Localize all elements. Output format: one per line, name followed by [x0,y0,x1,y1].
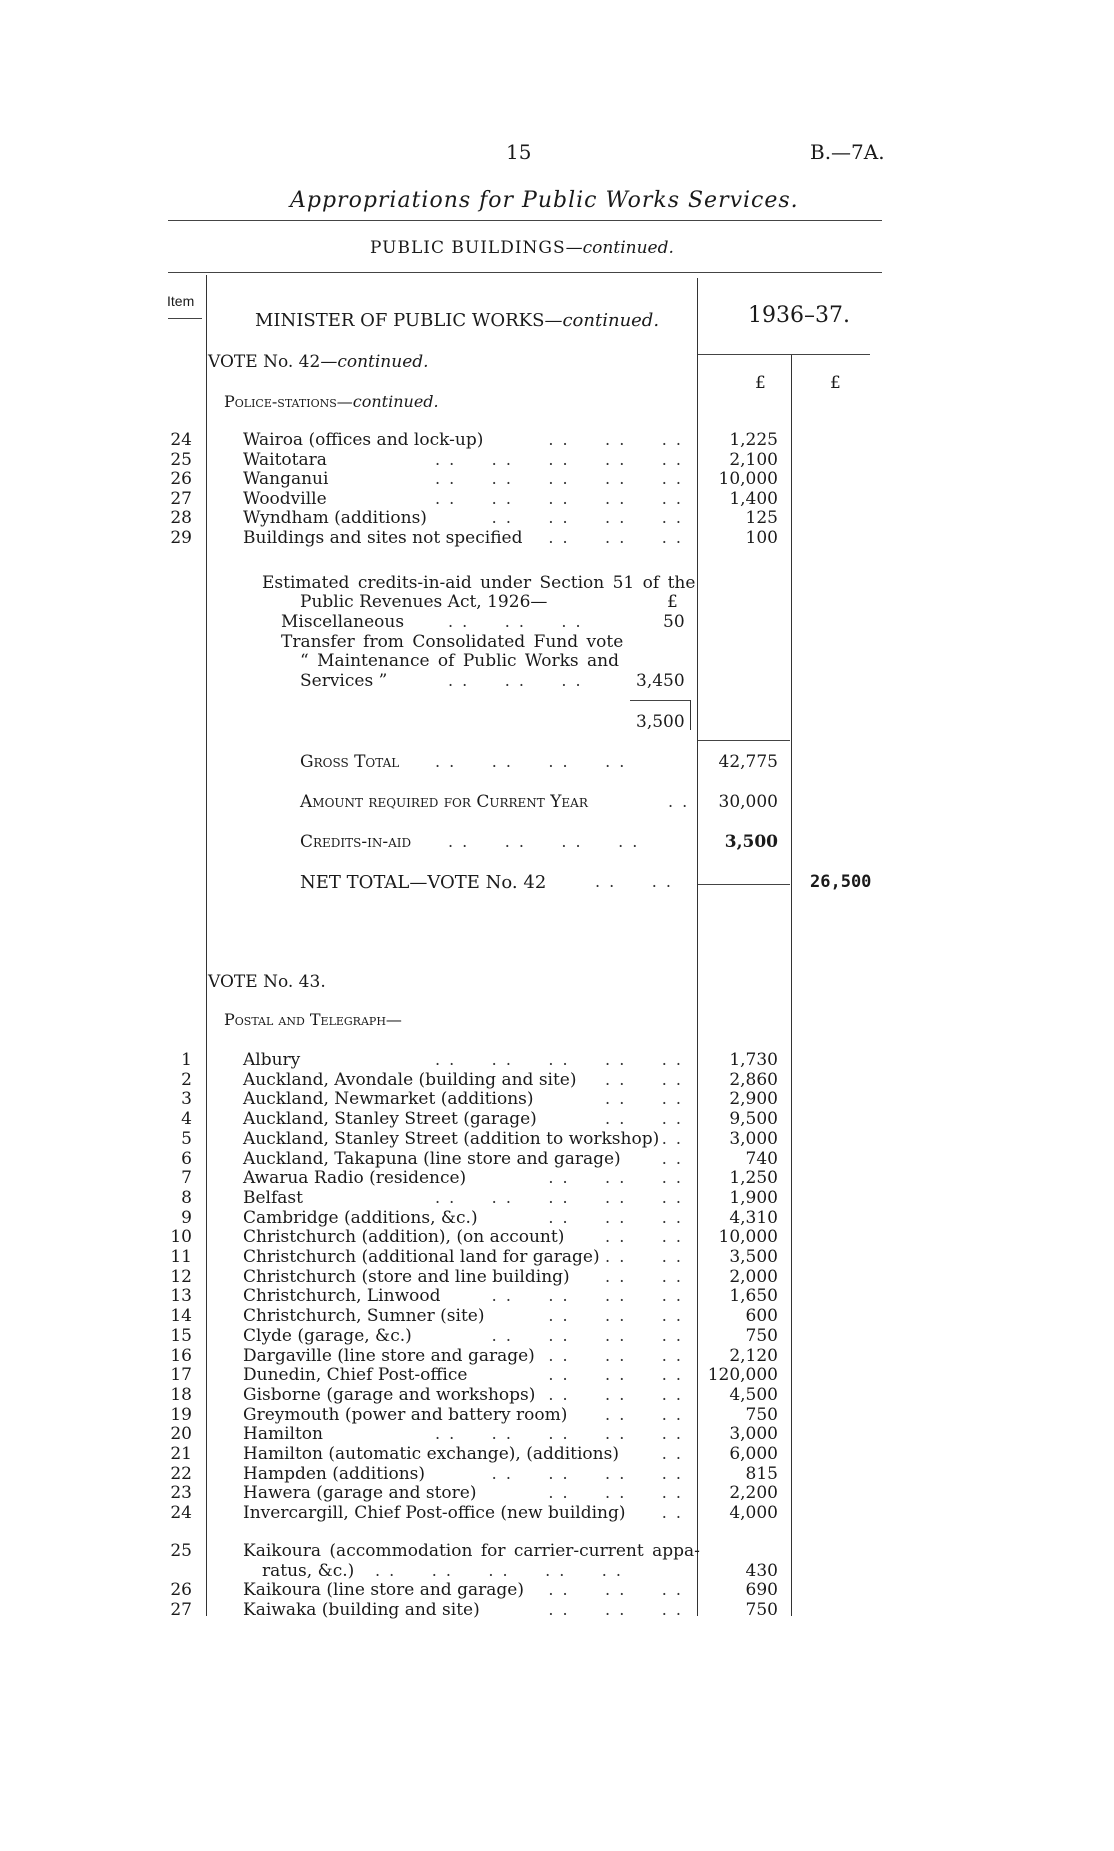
item-amount: 10,000 [718,469,778,490]
item-description: Christchurch (addition), (on account) [243,1227,565,1248]
item-number: 4 [181,1109,192,1130]
item-leader-dots: . . . . [605,1266,683,1286]
item-number: 29 [170,528,192,548]
item-number: 16 [170,1345,192,1366]
transfer-leader-dots: . . . . . . [448,671,583,690]
credits-subtotal: 3,500 [636,712,685,732]
item-amount: 750 [745,1404,778,1425]
page-number: 15 [506,140,532,164]
item-leader-dots: . . . . . . . . [491,508,683,528]
item-description: Wairoa (offices and lock-up) [243,430,484,450]
item-amount: 1,900 [729,1187,778,1208]
credits-right-divider [690,700,691,730]
net-total-amount: 26,500 [810,872,872,892]
table-top-rule [168,272,882,273]
item-number: 2 [181,1069,192,1090]
item-leader-dots: . . . . [605,1247,683,1266]
police-stations-continued: —continued. [336,392,439,411]
item-amount: 9,500 [729,1109,778,1130]
item-leader-dots: . . . . . . . . [491,1463,683,1483]
item-number: 8 [181,1187,192,1208]
item-amount: 3,000 [729,1128,778,1149]
transfer-line-2: “ Maintenance of Public Works and [300,651,620,671]
item-number: 12 [170,1266,192,1287]
item-amount: 3,500 [729,1247,778,1267]
item-leader-dots: . . . . . . [548,1384,683,1404]
item-description: Wyndham (additions) [243,508,427,529]
fiscal-year-heading: 1936–37. [748,303,850,328]
miscellaneous-leader-dots: . . . . . . [448,612,583,631]
item-description: Wanganui [243,469,329,490]
vote-43-heading: VOTE No. 43. [208,972,326,992]
gross-total-leader-dots: . . . . . . . . [435,752,627,771]
pound-sign-column-1: £ [755,373,766,393]
item-leader-dots: . . . . . . [548,1168,683,1188]
item-description: Hamilton [243,1424,323,1445]
item-number: 3 [181,1089,192,1110]
credits-subtotal-rule [630,700,690,701]
item-number: 5 [181,1128,192,1149]
item-amount: 2,860 [729,1069,778,1090]
title-rule [168,220,882,221]
item-amount: 750 [745,1599,778,1620]
item-leader-dots: . . . . . . . . . . [434,449,683,469]
item-amount: 690 [745,1580,778,1600]
minister-continued: —continued. [544,310,660,331]
item-leader-dots: . . . . [605,1089,683,1109]
credits-in-aid-amount: 3,500 [724,832,778,852]
transfer-line-3: Services ” [300,671,388,691]
item-description: Auckland, Stanley Street (garage) [243,1109,537,1130]
net-total-rule [698,884,790,885]
item-number: 26 [170,1580,192,1600]
item-leader-dots: . . . . . . [548,1599,683,1619]
item-description: Greymouth (power and battery room) [243,1404,568,1425]
item-amount: 6,000 [729,1444,778,1464]
item-number: 9 [181,1207,192,1228]
item-description: Kaiwaka (building and site) [243,1599,480,1620]
item-amount: 2,120 [729,1345,778,1366]
item-description: Christchurch (additional land for garage) [243,1247,600,1267]
item-amount: 120,000 [707,1365,778,1386]
item-leader-dots: . . . . . . . . . . [434,1187,683,1207]
pound-sign-column-2: £ [830,373,841,393]
item-amount: 3,000 [729,1424,778,1445]
item-description: Auckland, Newmarket (additions) [243,1089,534,1110]
item-description: Kaikoura (line store and garage) [243,1580,524,1600]
subtitle-continued: —continued. [565,238,674,258]
page-title: Appropriations for Public Works Services. [290,188,799,213]
item-amount: 740 [745,1148,778,1169]
item-amount: 815 [745,1463,778,1484]
police-stations-label: Police-stations [224,392,337,411]
item-description: Gisborne (garage and workshops) [243,1384,536,1405]
item-number: 27 [170,1599,192,1620]
item-description-continued: ratus, &c.) [262,1561,355,1581]
item-number: 1 [181,1050,192,1070]
section-subtitle [370,238,674,258]
item-number: 20 [170,1424,192,1445]
item-amount: 2,000 [729,1266,778,1287]
item-number: 21 [170,1444,192,1464]
police-stations-heading [224,392,439,411]
item-description: Cambridge (additions, &c.) [243,1207,478,1228]
net-total-leader-dots: . . . . [595,872,673,891]
item-number: 7 [181,1168,192,1189]
item-amount: 10,000 [718,1227,778,1248]
item-leader-dots: . . . . . . [548,1580,683,1599]
minister-label: MINISTER OF PUBLIC WORKS [255,310,545,331]
item-description: Auckland, Avondale (building and site) [243,1069,577,1090]
item-leader-dots: . . . . . . . . . . [434,469,683,489]
item-leader-dots: . . . . . . [548,1345,683,1365]
net-total-label: NET TOTAL—VOTE No. 42 [300,872,547,893]
item-leader-dots: . . . . . . [548,430,683,449]
item-leader-dots: . . . . [605,1227,683,1247]
vote-42-heading [208,352,429,372]
item-column-label: Item [167,293,195,309]
item-number: 25 [170,1541,192,1561]
amount-required-amount: 30,000 [718,792,778,812]
item-leader-dots: . . . . . . [548,1365,683,1385]
document-reference: B.—7A. [810,140,885,164]
transfer-line-1: Transfer from Consolidated Fund vote [281,632,624,652]
item-number: 23 [170,1483,192,1504]
credits-in-aid-label: Credits-in-aid [300,832,412,852]
subtitle-main: PUBLIC BUILDINGS [370,238,566,258]
item-leader-dots: . . . . . . [548,1306,683,1326]
item-number: 25 [170,449,192,470]
item-description: Buildings and sites not specified [243,528,523,548]
item-leader-dots: . . . . . . . . [491,1286,683,1306]
item-number: 13 [170,1286,192,1307]
item-leader-dots: . . [661,1128,683,1148]
year-header-rule [698,354,870,355]
credits-estimate-line-2: Public Revenues Act, 1926— [300,592,548,612]
item-amount: 2,200 [729,1483,778,1504]
transfer-amount: 3,450 [636,671,685,691]
item-description: Waitotara [243,449,327,470]
item-amount: 600 [745,1306,778,1327]
credits-in-aid-leader-dots: . . . . . . . . [448,832,640,851]
item-amount: 430 [745,1561,778,1581]
gross-total-label: Gross Total [300,752,400,772]
item-leader-dots: . . . . . . . . . . [375,1561,624,1580]
item-number: 24 [170,430,192,450]
item-amount: 4,310 [729,1207,778,1228]
item-number: 27 [170,488,192,509]
item-leader-dots: . . . . . . [548,1207,683,1227]
item-leader-dots: . . . . . . [548,528,683,547]
item-amount: 125 [745,508,778,529]
item-description: Christchurch, Sumner (site) [243,1306,485,1327]
item-leader-dots: . . [661,1444,683,1463]
item-amount: 1,250 [729,1168,778,1189]
item-amount: 1,225 [729,430,778,450]
item-description: Christchurch, Linwood [243,1286,441,1307]
item-description: Auckland, Takapuna (line store and garage) [243,1148,621,1169]
item-leader-dots: . . [661,1148,683,1168]
item-description: Kaikoura (accommodation for carrier-current appa- [243,1541,700,1561]
item-description: Auckland, Stanley Street (addition to workshop) [243,1128,660,1149]
item-label-rule [168,318,202,319]
item-leader-dots: . . [661,1503,683,1523]
item-number: 24 [170,1503,192,1524]
amount-required-label: Amount required for Current Year [300,792,588,812]
item-number: 10 [170,1227,192,1248]
item-number: 6 [181,1148,192,1169]
item-description: Albury [243,1050,301,1070]
gross-total-amount: 42,775 [718,752,778,772]
item-amount: 1,650 [729,1286,778,1307]
postal-telegraph-heading: Postal and Telegraph— [224,1010,402,1029]
item-leader-dots: . . . . . . . . . . [434,1424,683,1444]
minister-heading [255,310,659,331]
vote-42-continued: —continued. [320,352,429,372]
miscellaneous-amount: 50 [663,612,685,632]
item-description: Clyde (garage, &c.) [243,1325,412,1346]
item-amount: 1,400 [729,488,778,509]
item-number: 17 [170,1365,192,1386]
item-number: 14 [170,1306,192,1327]
item-description: Dunedin, Chief Post-office [243,1365,468,1386]
item-number: 19 [170,1404,192,1425]
item-amount: 100 [745,528,778,548]
item-number: 15 [170,1325,192,1346]
item-description: Hamilton (automatic exchange), (additions) [243,1444,619,1464]
item-description: Hampden (additions) [243,1463,426,1484]
item-amount: 4,000 [729,1503,778,1524]
item-leader-dots: . . . . [605,1069,683,1089]
item-amount: 750 [745,1325,778,1346]
miscellaneous-label: Miscellaneous [281,612,405,632]
item-leader-dots: . . . . [605,1404,683,1424]
item-number: 18 [170,1384,192,1405]
amount-column-right-divider [791,355,792,1616]
vote-42-label: VOTE No. 42 [208,352,321,372]
item-description: Belfast [243,1187,303,1208]
item-number: 28 [170,508,192,529]
item-description: Hawera (garage and store) [243,1483,477,1504]
item-amount: 4,500 [729,1384,778,1405]
credits-pound-sign: £ [667,592,678,612]
item-column-divider [206,275,207,1616]
item-amount: 1,730 [729,1050,778,1070]
item-description: Christchurch (store and line building) [243,1266,570,1287]
item-description: Dargaville (line store and garage) [243,1345,535,1366]
item-amount: 2,100 [729,449,778,470]
item-description: Invercargill, Chief Post-office (new building) [243,1503,626,1524]
item-description: Awarua Radio (residence) [243,1168,467,1189]
item-leader-dots: . . . . . . [548,1483,683,1503]
item-description: Woodville [243,488,327,509]
item-number: 11 [170,1247,192,1267]
item-leader-dots: . . . . . . . . . . [434,488,683,508]
item-leader-dots: . . . . [605,1109,683,1129]
item-number: 26 [170,469,192,490]
item-amount: 2,900 [729,1089,778,1110]
amount-required-leader-dots: . . [668,792,690,811]
gross-total-rule [698,740,790,741]
item-leader-dots: . . . . . . . . [491,1325,683,1345]
item-number: 22 [170,1463,192,1484]
credits-estimate-line-1: Estimated credits-in-aid under Section 51 of the [262,573,696,593]
item-leader-dots: . . . . . . . . . . [434,1050,683,1069]
